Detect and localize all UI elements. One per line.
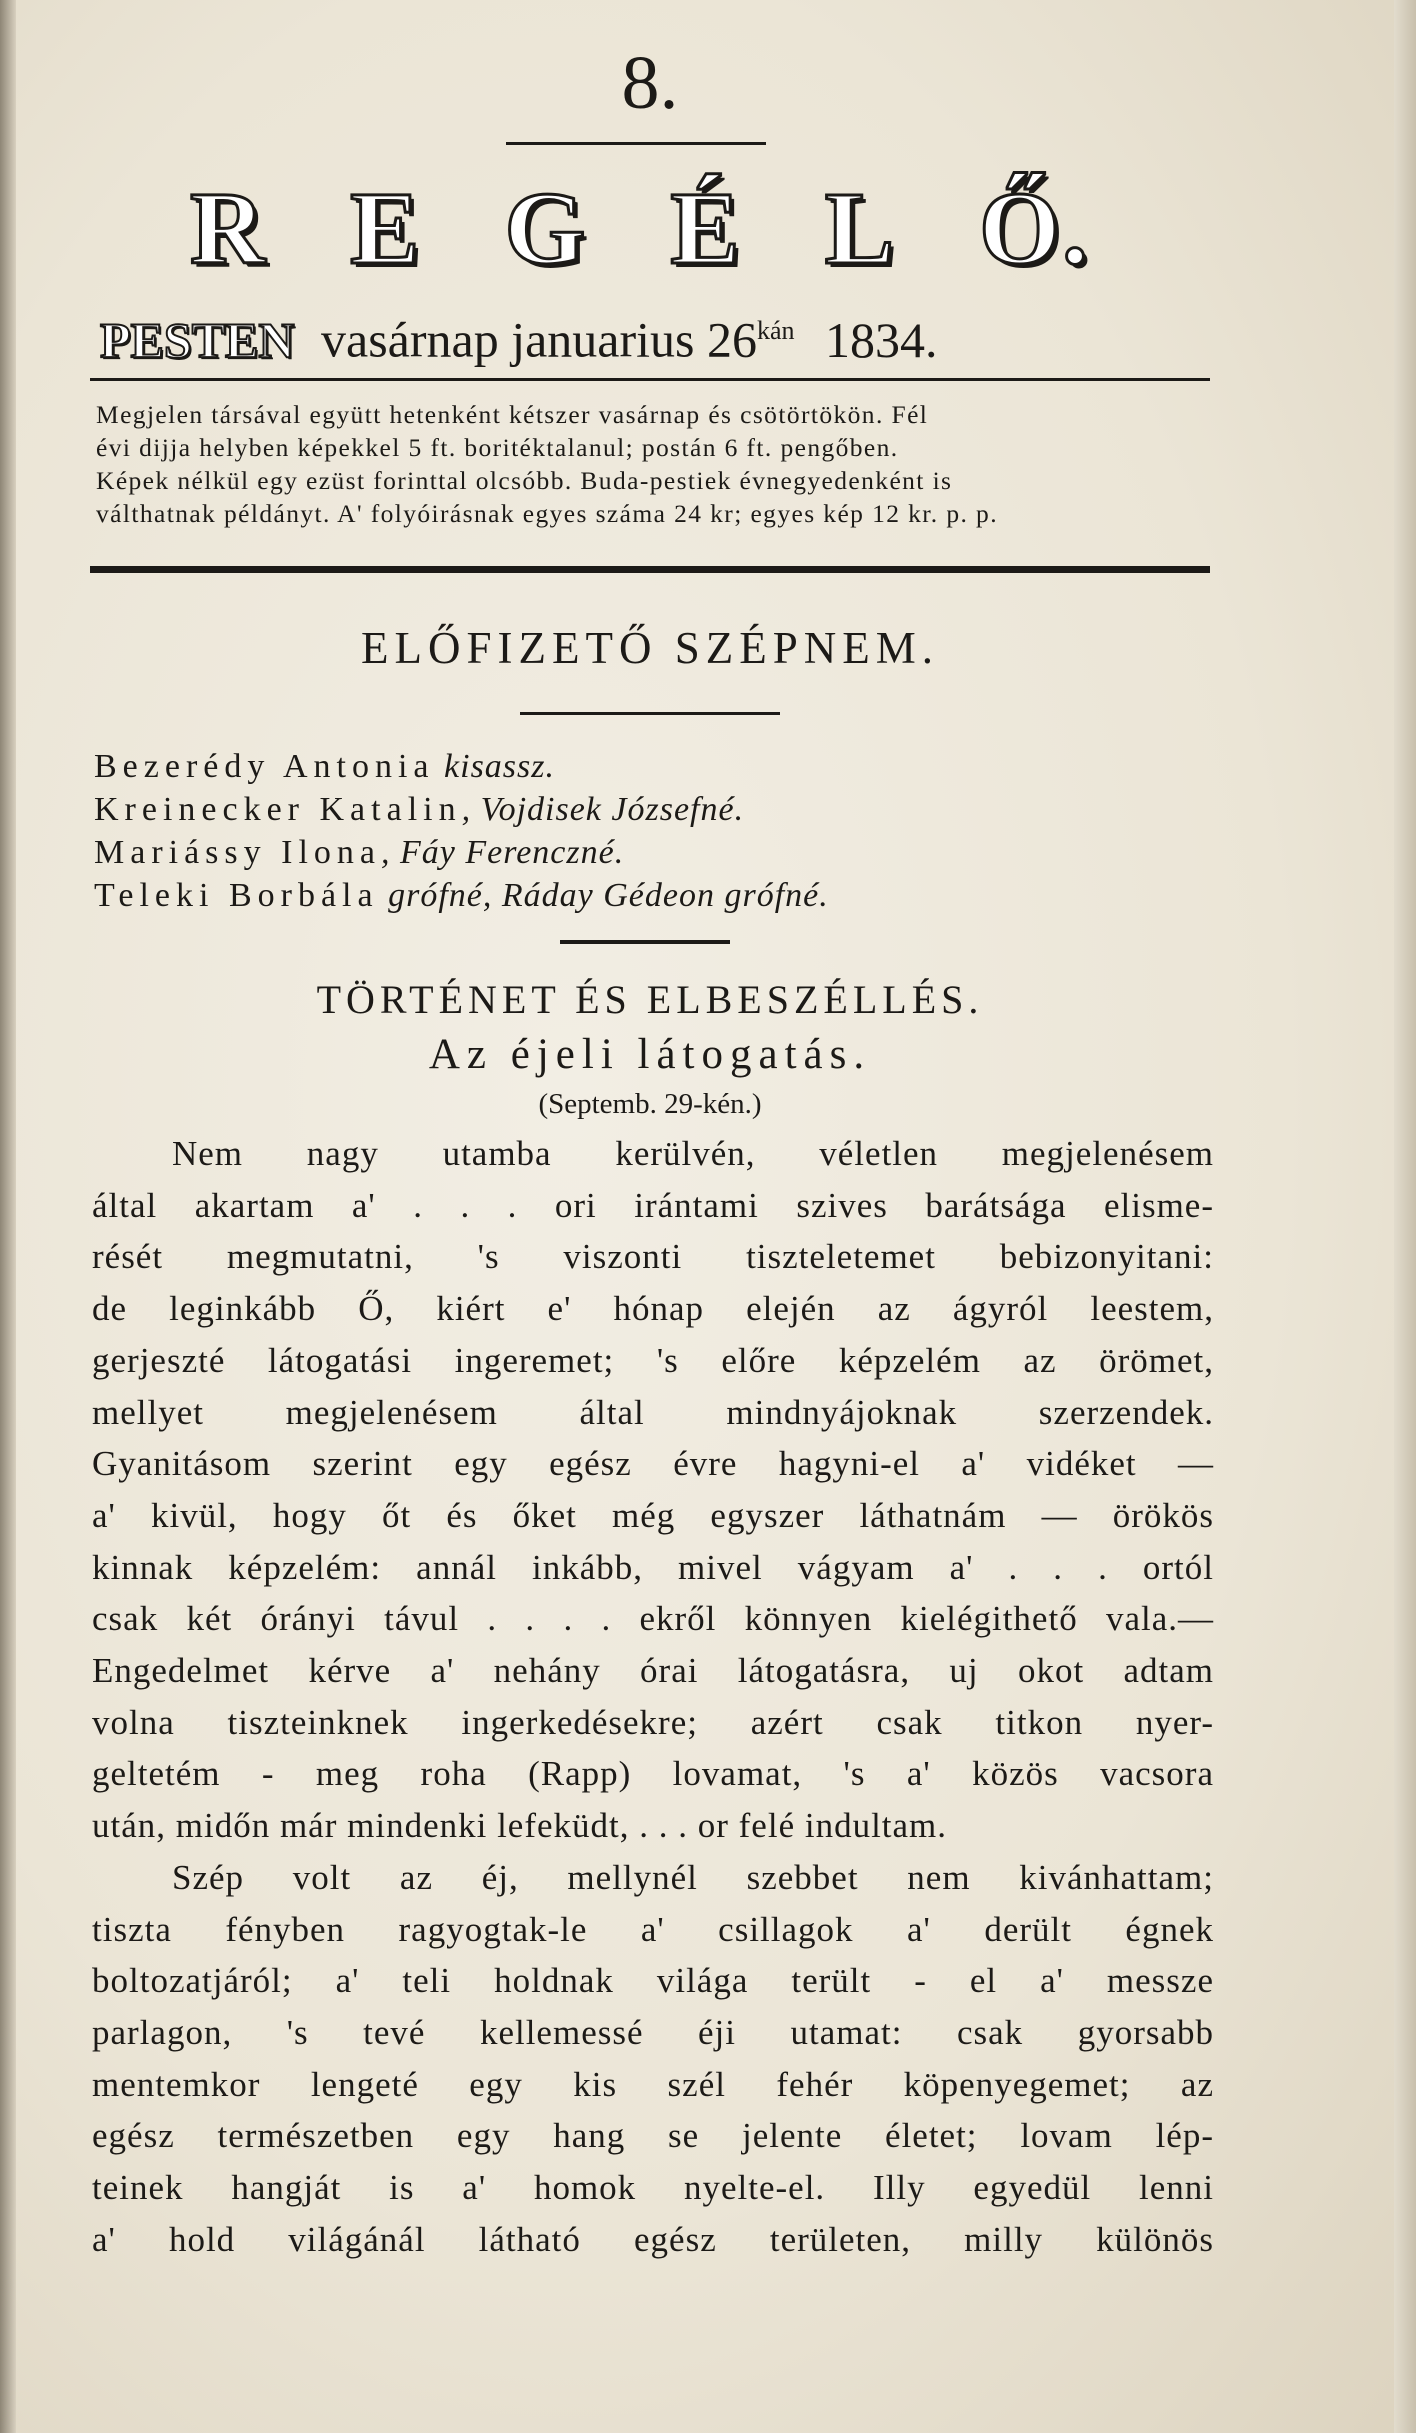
masthead-title — [190, 170, 1090, 288]
story-dateline: (Septemb. 29-kén.) — [538, 1088, 762, 1120]
page-right-edge — [1394, 0, 1416, 2433]
body-line: Nem nagy utamba kerülvén, véletlen megjelenésem — [172, 1134, 1214, 1173]
subscriber-row — [94, 788, 1194, 831]
subscriber-row — [94, 831, 1194, 874]
body-line: Szép volt az éj, mellynél szebbet nem kivánhattam; — [172, 1857, 1214, 1897]
masthead-letter: G — [504, 171, 588, 286]
body-line: mellyet megjelenésem által mindnyájoknak szerzendek. — [92, 1392, 1214, 1432]
body-line: után, midőn már mindenki lefeküdt, . . . or felé indultam. — [92, 1806, 948, 1846]
body-line: volna tiszteinknek ingerkedésekre; azért csak titkon nyer- — [92, 1702, 1214, 1742]
body-line: csak két órányi távul . . . . ekről könnyen kielégithető vala.— — [92, 1599, 1214, 1639]
subscriber-detail: grófné, Ráday Gédeon grófné. — [378, 877, 829, 914]
year: 1834. — [825, 311, 938, 368]
body-line: a' kivül, hogy őt és őket még egyszer láthatnám — örökös — [92, 1495, 1214, 1535]
body-line: mentemkor lengeté egy kis szél fehér köpenyegemet; az — [92, 2064, 1214, 2104]
subscriber-name: Kreinecker Katalin — [94, 791, 462, 828]
subscriber-row — [94, 745, 1194, 788]
notice-line: válthatnak példányt. A' folyóirásnak egyes száma 24 kr; egyes kép 12 kr. p. p. — [96, 499, 998, 528]
notice-line: Képek nélkül egy ezüst forinttal olcsóbb. Buda-pestiek évnegyedenként is — [96, 466, 953, 495]
story-section-heading: TÖRTÉNET ÉS ELBESZÉLLÉS. — [316, 977, 984, 1022]
masthead-letter: É — [670, 171, 742, 286]
subscriber-name: Teleki Borbála — [94, 877, 379, 914]
masthead-letter: L — [824, 171, 897, 286]
section-divider — [560, 940, 730, 944]
body-line: geltetém - meg roha (Rapp) lovamat, 's a' közös vacsora — [92, 1754, 1214, 1794]
subscriber-row — [94, 874, 1194, 917]
body-line: parlagon, 's tevé kellemessé éji utamat: csak gyorsabb — [92, 2012, 1214, 2052]
story-body — [92, 1128, 1214, 2265]
body-line: Engedelmet kérve a' nehány órai látogatásra, uj okot adtam — [92, 1651, 1214, 1691]
subscription-notice — [96, 398, 1206, 530]
subscriber-name: Mariássy Ilona — [94, 834, 382, 871]
city-name: PESTEN — [100, 311, 295, 368]
body-line: boltozatjáról; a' teli holdnak világa terült - el a' messze — [92, 1961, 1214, 2001]
notice-rule — [90, 566, 1210, 573]
subscribers-heading: ELŐFIZETŐ SZÉPNEM. — [361, 623, 939, 673]
body-line: egész természetben egy hang se jelente életet; lovam lép- — [92, 2116, 1214, 2156]
date-sup: kán — [756, 316, 795, 345]
body-line: tiszta fényben ragyogtak-le a' csillagok a' derült égnek — [92, 1909, 1214, 1949]
body-line: rését megmutatni, 's viszonti tiszteletemet bebizonyitani: — [92, 1237, 1214, 1277]
subscribers-heading-rule — [520, 712, 780, 715]
body-line: gerjeszté látogatási ingeremet; 's előre képzelém az örömet, — [92, 1340, 1214, 1380]
masthead-letter: E — [350, 171, 422, 286]
body-line: a' hold világánál látható egész területen, milly különös — [92, 2219, 1214, 2259]
issue-number: 8. — [621, 41, 679, 125]
header-rule — [90, 378, 1210, 381]
notice-line: évi dijja helyben képekkel 5 ft. boritéktalanul; postán 6 ft. pengőben. — [96, 433, 899, 462]
masthead-letter: Ő. — [979, 171, 1090, 286]
body-line: de leginkább Ő, kiért e' hónap elején az ágyról leestem, — [92, 1289, 1214, 1329]
subscribers-list — [94, 745, 1194, 917]
story-title: Az éjeli látogatás. — [428, 1031, 872, 1078]
subscriber-detail: , Vojdisek Józsefné. — [461, 791, 745, 828]
masthead-letter: R — [190, 171, 268, 286]
body-line: kinnak képzelém: annál inkább, mivel vágyam a' . . . ortól — [92, 1547, 1214, 1587]
body-line: teinek hangját is a' homok nyelte-el. Illy egyedül lenni — [92, 2168, 1214, 2208]
notice-line: Megjelen társával együtt hetenként kétszer vasárnap és csötörtökön. Fél — [96, 400, 929, 429]
issue-rule — [506, 142, 766, 145]
body-line: által akartam a' . . . ori irántami szives barátsága elisme- — [92, 1185, 1214, 1225]
subscriber-detail: kisassz. — [434, 748, 555, 785]
body-line: Gyanitásom szerint egy egész évre hagyni-el a' vidéket — — [92, 1444, 1214, 1484]
dateline — [100, 300, 1300, 371]
subscriber-detail: , Fáy Ferenczné. — [381, 834, 625, 871]
date-text: vasárnap januarius 26 — [321, 311, 757, 368]
subscriber-name: Bezerédy Antonia — [94, 748, 435, 785]
page-left-edge — [0, 0, 16, 2433]
